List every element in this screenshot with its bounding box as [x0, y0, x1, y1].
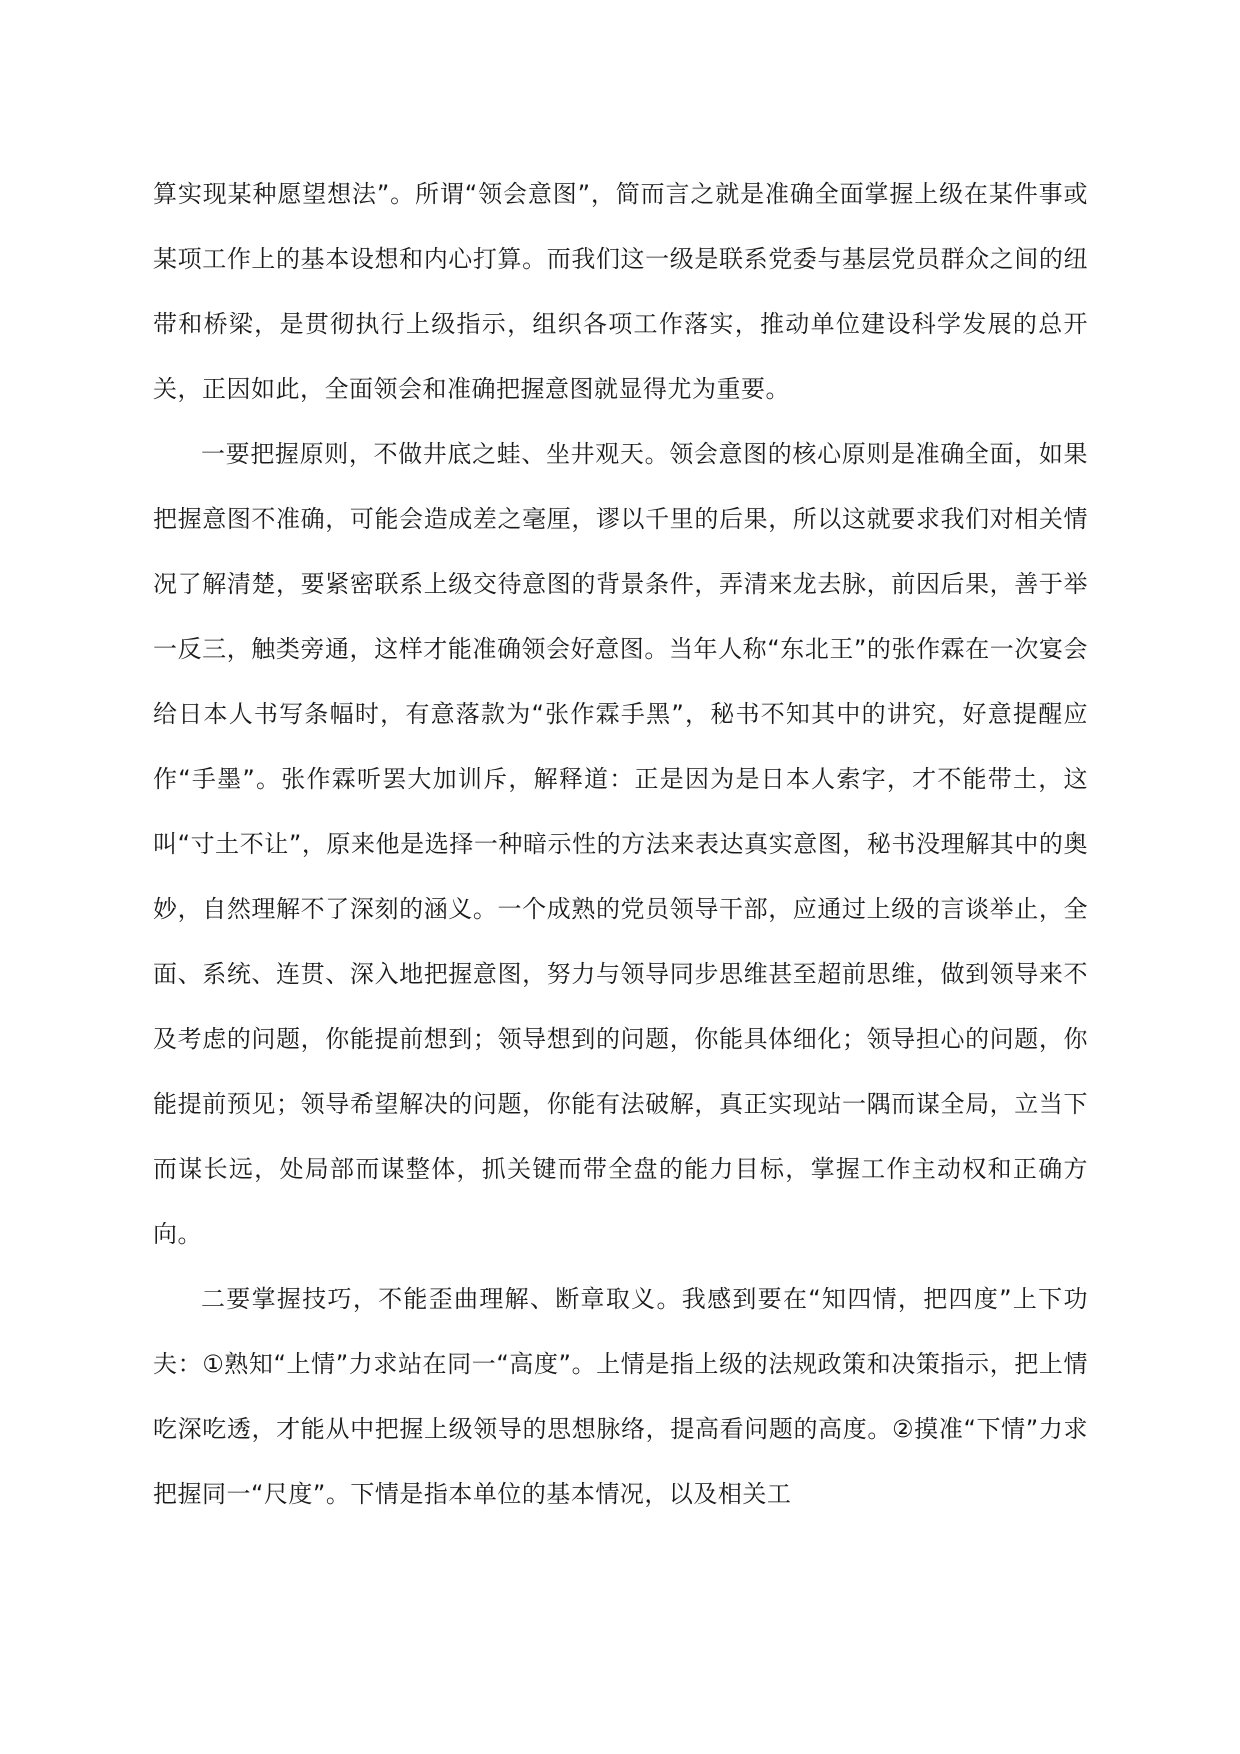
- paragraph-principle: 一要把握原则，不做井底之蛙、坐井观天。领会意图的核心原则是准确全面，如果把握意图不准确，可能会造成差之毫厘，谬以千里的后果，所以这就要求我们对相关情况了解清楚，要紧密联系上级交待意图的背景条件，弄清来龙去脉，前因后果，善于举一反三，触类旁通，这样才能准确领会好意图。当年人称“东北王”的张作霖在一次宴会给日本人书写条幅时，有意落款为“张作霖手黑”，秘书不知其中的讲究，好意提醒应作“手墨”。张作霖听罢大加训斥，解释道：正是因为是日本人索字，才不能带土，这叫“寸土不让”，原来他是选择一种暗示性的方法来表达真实意图，秘书没理解其中的奥妙，自然理解不了深刻的涵义。一个成熟的党员领导干部，应通过上级的言谈举止，全面、系统、连贯、深入地把握意图，努力与领导同步思维甚至超前思维，做到领导来不及考虑的问题，你能提前想到；领导想到的问题，你能具体细化；领导担心的问题，你能提前预见；领导希望解决的问题，你能有法破解，真正实现站一隅而谋全局，立当下而谋长远，处局部而谋整体，抓关键而带全盘的能力目标，掌握工作主动权和正确方向。: [153, 440, 1088, 1248]
- paragraph-continuation: 算实现某种愿望想法”。所谓“领会意图”，简而言之就是准确全面掌握上级在某件事或某项工作上的基本设想和内心打算。而我们这一级是联系党委与基层党员群众之间的纽带和桥梁，是贯彻执行上级指示，组织各项工作落实，推动单位建设科学发展的总开关，正因如此，全面领会和准确把握意图就显得尤为重要。: [153, 180, 1088, 403]
- paragraph-technique: 二要掌握技巧，不能歪曲理解、断章取义。我感到要在“知四情，把四度”上下功夫：①熟知“上情”力求站在同一“高度”。上情是指上级的法规政策和决策指示，把上情吃深吃透，才能从中把握上级领导的思想脉络，提高看问题的高度。②摸准“下情”力求把握同一“尺度”。下情是指本单位的基本情况，以及相关工: [153, 1285, 1088, 1508]
- document-body: [153, 180, 1088, 1527]
